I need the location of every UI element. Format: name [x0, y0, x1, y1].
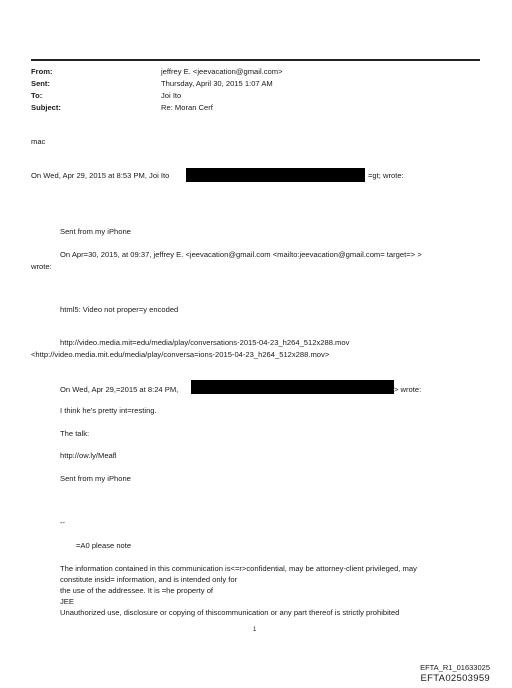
- quote3-wrote: > wrote:: [394, 385, 422, 394]
- signature-dashes: --: [60, 518, 66, 527]
- html5-line: html5: Video not proper=y encoded: [60, 305, 179, 314]
- owly-link: http://ow.ly/Meafl: [60, 451, 117, 460]
- quote2-wrote: wrote:: [31, 262, 52, 271]
- quote1-wrote: =gt; wrote:: [368, 171, 404, 180]
- disclaimer-line-4: JEE: [60, 597, 74, 606]
- the-talk-line: The talk:: [60, 429, 90, 438]
- subject-label: Subject:: [31, 103, 61, 112]
- from-value: jeffrey E. <jeevacation@gmail.com>: [161, 67, 283, 76]
- sent-from-iphone-2: Sent from my iPhone: [60, 474, 131, 483]
- footer-id-1: EFTA_R1_01633025: [420, 663, 490, 672]
- disclaimer-line-3: the use of the addressee. It is =he property of: [60, 586, 214, 595]
- please-note: =A0 please note: [76, 541, 132, 550]
- subject-value: Re: Moran Cerf: [161, 103, 213, 112]
- sent-value: Thursday, April 30, 2015 1:07 AM: [161, 79, 273, 88]
- video-url-1: http://video.media.mit=edu/media/play/conversations-2015-04-23_h264_512x288.mov: [60, 338, 350, 347]
- disclaimer-line-1: The information contained in this communication is<=r>confidential, may be attorney-client privileged, may: [60, 564, 417, 573]
- to-label: To:: [31, 91, 43, 100]
- video-url-2: <http://video.media.mit.edu/media/play/conversa=ions-2015-04-23_h264_512x288.mov>: [31, 350, 330, 359]
- header-rule: [31, 59, 480, 61]
- to-value: Joi Ito: [161, 91, 182, 100]
- sent-from-iphone-1: Sent from my iPhone: [60, 227, 131, 236]
- interesting-line: I think he's pretty int=resting.: [60, 406, 157, 415]
- sent-label: Sent:: [31, 79, 50, 88]
- redaction-box: [186, 168, 365, 182]
- from-label: From:: [31, 67, 53, 76]
- quote3-header: On Wed, Apr 29,=2015 at 8:24 PM,: [60, 385, 179, 394]
- footer-id-2: EFTA02503959: [420, 673, 490, 684]
- redaction-box: [191, 380, 394, 394]
- page-number: 1: [253, 627, 257, 633]
- quote2-header: On Apr=30, 2015, at 09:37, jeffrey E. <jeevacation@gmail.com <mailto:jeevacation@gmail.com= target=> >: [60, 250, 422, 259]
- disclaimer-line-5: Unauthorized use, disclosure or copying of thiscommunication or any part thereof is strictly prohibited: [60, 608, 400, 617]
- body-line-mac: mac: [31, 137, 46, 146]
- disclaimer-line-2: constitute insid= information, and is intended only for: [60, 575, 238, 584]
- quote1-header: On Wed, Apr 29, 2015 at 8:53 PM, Joi Ito: [31, 171, 170, 180]
